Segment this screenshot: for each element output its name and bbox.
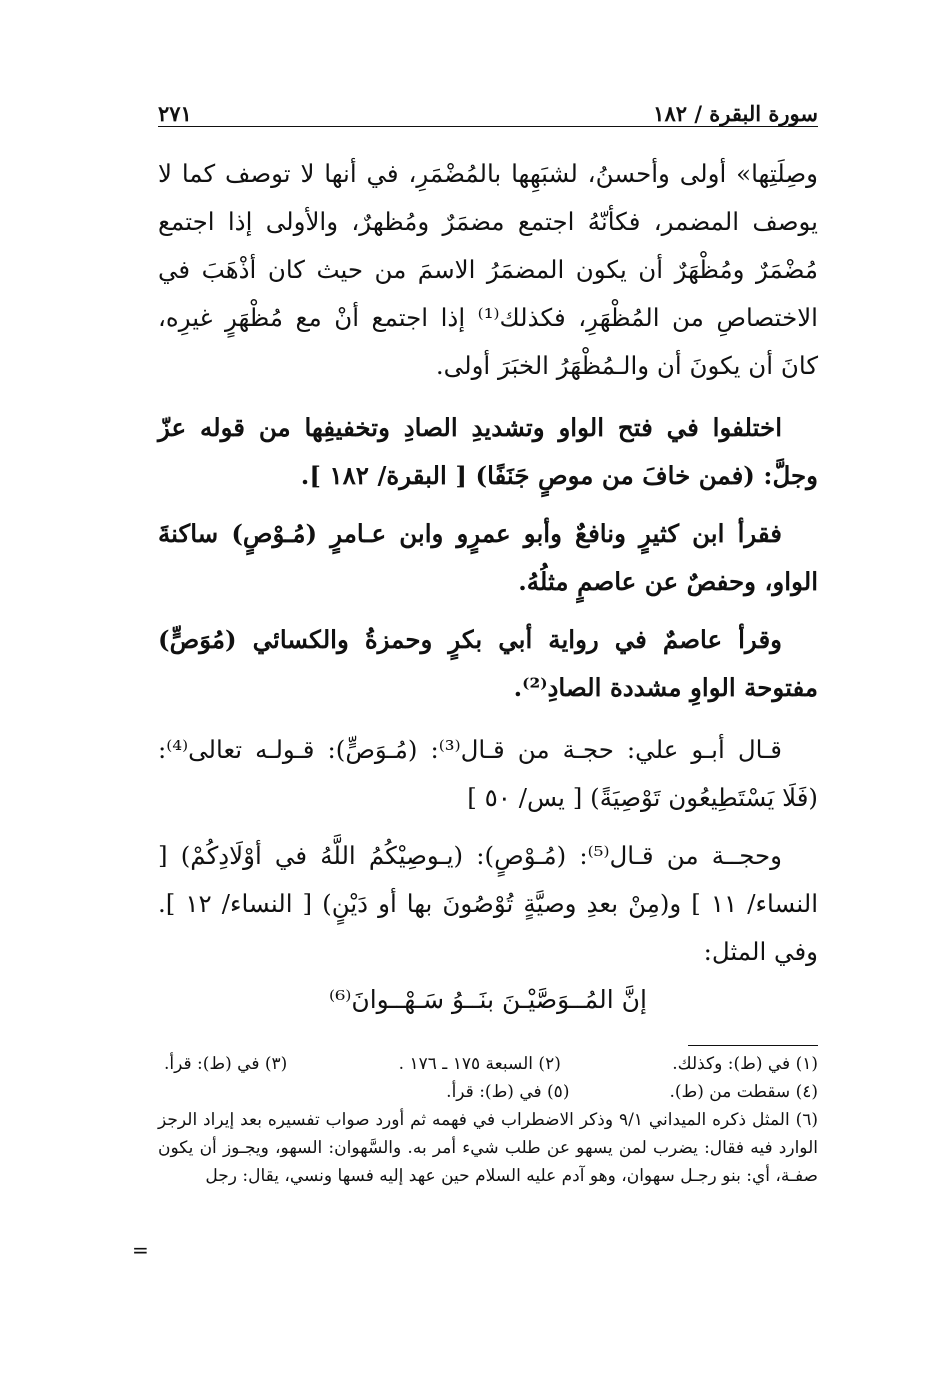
paragraph-4: وقرأ عاصمٌ في رواية أبي بكرٍ وحمزةُ والكسائي (مُوَصٍّ) مفتوحة الواوِ مشددة الصادِ⁽²⁾. xyxy=(158,625,818,702)
footnote-3: (٣) في (ط): قرأ. xyxy=(164,1054,288,1074)
footnote-5: (٥) في (ط): قرأ. xyxy=(446,1082,570,1102)
page-number: ٢٧١ xyxy=(158,101,192,126)
paragraph-5: قـال أبـو علي: حجـة من قـال⁽³⁾: (مُـوَصٍّ): قـولـه تعالى⁽⁴⁾: (فَلَا يَسْتَطِيعُون تَوْصِيَةً) [ يس/ ٥٠ ] xyxy=(158,735,818,812)
running-title: سورة البقرة / ١٨٢ xyxy=(653,101,818,126)
continuation-mark: = xyxy=(132,1238,149,1262)
paragraph-2: اختلفوا في فتح الواو وتشديدِ الصادِ وتخفيفِها من قوله عزّ وجلَّ: (فمن خافَ من موصٍ جَنَفًا) [ البقرة/ ١٨٢ ]. xyxy=(158,413,818,490)
footnote-row-2 xyxy=(158,1078,818,1106)
footnote-2: (٢) السبعة ١٧٥ ـ ١٧٦ . xyxy=(398,1054,561,1074)
paragraph-1: وصِلَتِها» أولى وأحسنُ، لشبَهِها بالمُضْمَرِ، في أنها لا توصف كما لا يوصف المضمر، فكأنّهُ اجتمع مضمَرٌ ومُظهرٌ، والأولى إذا اجتمع مُضْمَرٌ ومُظْهَرٌ أن يكون المضمَرُ الاسمَ من حيث كان أذْهَبَ في الاختصاصِ من المُظْهَرِ، فكذلك⁽¹⁾ إذا اجتمع أنْ مع مُظْهَرٍ غيرِه، كانَ أن يكونَ أن والـمُظْهَرُ الخبَرَ أولى. xyxy=(158,159,818,380)
paragraph-3: فقرأ ابن كثيرٍ ونافعٌ وأبو عمرٍو وابن عـامرٍ (مُـوْصٍ) ساكنةَ الواو، وحفصٌ عن عاصمٍ مثلُهُ. xyxy=(158,519,818,596)
page-header xyxy=(158,94,818,126)
footnotes xyxy=(158,1050,818,1190)
footnote-row-1 xyxy=(158,1050,818,1078)
footnote-1: (١) في (ط): وكذلك. xyxy=(672,1054,818,1074)
main-text xyxy=(158,150,818,1024)
verse-line: إنَّ المُــوَصَّيْـنَ بنَــوُ سَـهْــوانَ⁽⁶⁾ xyxy=(329,985,647,1014)
footnote-rule xyxy=(688,1045,818,1046)
footnote-6: (٦) المثل ذكره الميداني ٩/١ وذكر الاضطراب في فهمه ثم أورد صواب تفسيره بعد إيراد الرجز الوارد فيه فقال: يضرب لمن يسهو عن طلب شيء أمر به. والسَّهوان: السهو، ويجـوز أن يكون صفـة، أي: بنو رجـل سهوان، وهو آدم عليه السلام حين عهد إليه فسها ونسي، يقال: رجل xyxy=(158,1110,819,1186)
header-rule xyxy=(158,126,818,127)
paragraph-6: وحجــة من قـال⁽⁵⁾: (مُـوْصٍ): (يـوصِيْكُمُ اللَّهُ في أوْلَادِكُمْ) [ النساء/ ١١ ] و(مِنْ بعدِ وصيَّةٍ تُوْصُونَ بها أو دَيْنٍ) [ النساء/ ١٢ ]. وفي المثل: xyxy=(158,841,818,966)
footnote-4: (٤) سقطت من (ط). xyxy=(669,1082,818,1102)
